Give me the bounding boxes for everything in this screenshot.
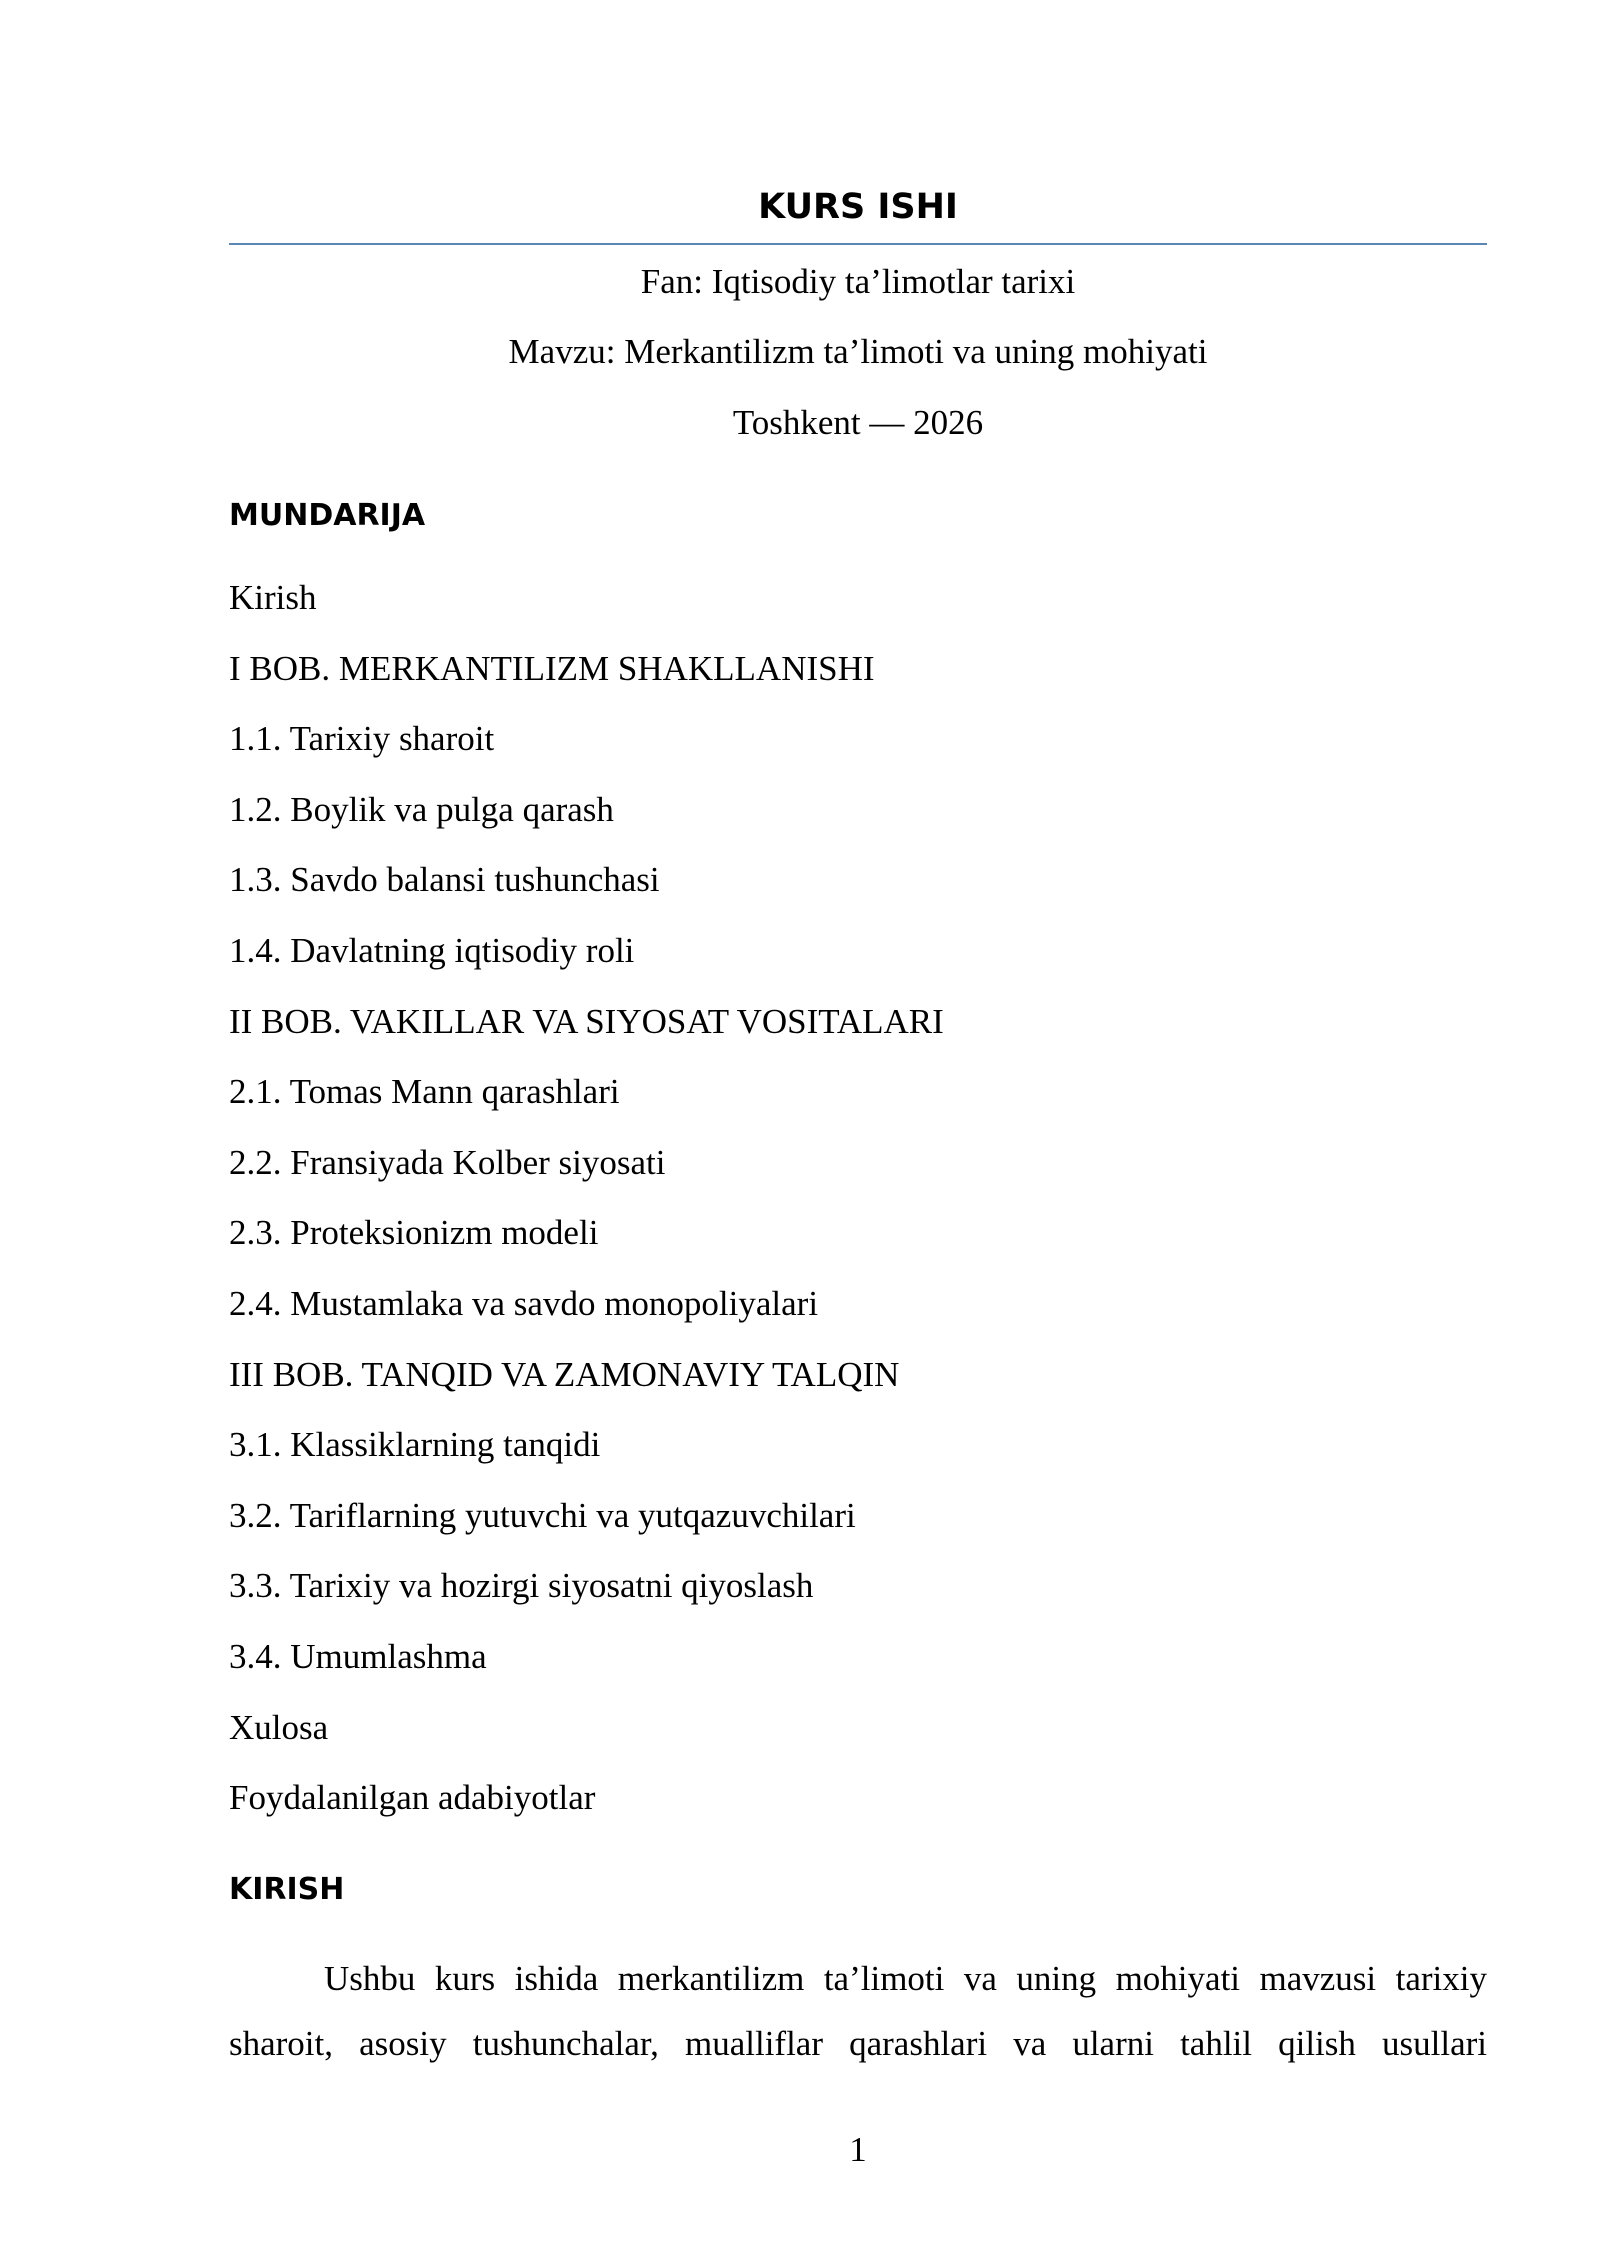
toc-item: 2.2. Fransiyada Kolber siyosati [229, 1142, 666, 1182]
toc-item: Foydalanilgan adabiyotlar [229, 1778, 596, 1818]
toc-item: 2.3. Proteksionizm modeli [229, 1213, 599, 1253]
toc-item: 1.4. Davlatning iqtisodiy roli [229, 930, 635, 970]
toc-item: 3.4. Umumlashma [229, 1636, 487, 1676]
topic-line: Mavzu: Merkantilizm ta’limoti va uning mohiyati [508, 332, 1208, 371]
page-number: 1 [849, 2130, 867, 2169]
toc-item: Kirish [229, 578, 317, 617]
toc-heading: MUNDARIJA [229, 498, 426, 533]
toc-item: 2.4. Mustamlaka va savdo monopoliyalari [229, 1283, 819, 1323]
toc-item: I BOB. MERKANTILIZM SHAKLLANISHI [229, 648, 875, 688]
intro-paragraph: Ushbu kurs ishida merkantilizm ta’limoti va uning mohiyati mavzusi tarixiy sharoit, asosiy tushunchalar, mualliflar qarashlari va ularni tahlil qilish usullari [229, 1959, 1487, 2063]
intro-heading: KIRISH [229, 1872, 345, 1907]
toc-item: 3.3. Tarixiy va hozirgi siyosatni qiyoslash [229, 1566, 814, 1606]
toc-item: 2.1. Tomas Mann qarashlari [229, 1072, 620, 1112]
toc-item: 3.2. Tariflarning yutuvchi va yutqazuvchilari [229, 1495, 856, 1535]
table-of-contents [229, 574, 944, 1845]
toc-item: 3.1. Klassiklarning tanqidi [229, 1425, 601, 1465]
toc-item: 1.1. Tarixiy sharoit [229, 719, 495, 759]
toc-item: II BOB. VAKILLAR VA SIYOSAT VOSITALARI [229, 1001, 944, 1041]
document-title: KURS ISHI [758, 187, 958, 227]
toc-item: 1.2. Boylik va pulga qarash [229, 789, 614, 829]
subject-line: Fan: Iqtisodiy ta’limotlar tarixi [640, 262, 1076, 301]
city-year-line: Toshkent — 2026 [732, 403, 984, 442]
toc-item: III BOB. TANQID VA ZAMONAVIY TALQIN [229, 1354, 900, 1394]
toc-item: Xulosa [229, 1707, 329, 1747]
title-divider [229, 243, 1487, 245]
toc-item: 1.3. Savdo balansi tushunchasi [229, 860, 660, 900]
